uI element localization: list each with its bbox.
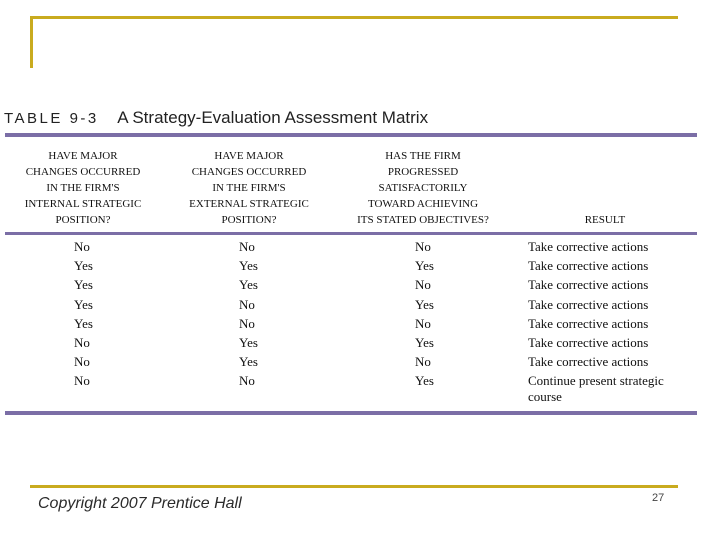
cell-internal: No: [74, 373, 90, 389]
table-bottom-rule: [5, 411, 697, 415]
cell-result: Take corrective actions: [528, 258, 649, 274]
header-result: RESULT: [584, 214, 626, 226]
table-row: [0, 373, 700, 407]
cell-progress: Yes: [415, 296, 434, 312]
cell-progress: Yes: [415, 258, 434, 274]
cell-internal: Yes: [74, 296, 93, 312]
cell-external: No: [239, 296, 255, 312]
cell-result: Take corrective actions: [528, 334, 649, 350]
cell-external: No: [239, 373, 255, 389]
cell-external: Yes: [239, 277, 258, 293]
cell-result: Take corrective actions: [528, 354, 649, 370]
cell-progress: No: [415, 315, 431, 331]
table-title: [4, 108, 428, 128]
cell-internal: Yes: [74, 258, 93, 274]
table-row: [0, 297, 700, 316]
table-row: [0, 277, 700, 296]
copyright-text: Copyright 2007 Prentice Hall: [38, 495, 242, 512]
cell-result: Take corrective actions: [528, 315, 649, 331]
cell-external: Yes: [239, 258, 258, 274]
cell-external: Yes: [239, 334, 258, 350]
slide-left-border: [30, 16, 33, 68]
table-top-rule: [5, 133, 697, 137]
cell-internal: No: [74, 239, 90, 254]
cell-result: Take corrective actions: [528, 296, 649, 312]
table-row: [0, 239, 700, 258]
cell-result: Take corrective actions: [528, 277, 649, 293]
header-external-changes: HAVE MAJOR CHANGES OCCURRED IN THE FIRM'S EXTERNAL STRATEGIC POSITION?: [189, 150, 309, 226]
header-progress: HAS THE FIRM PROGRESSED SATISFACTORILY TOWARD ACHIEVING ITS STATED OBJECTIVES?: [357, 150, 489, 226]
cell-progress: No: [415, 239, 431, 254]
cell-progress: Yes: [415, 373, 434, 389]
table-row: [0, 258, 700, 277]
cell-progress: No: [415, 277, 431, 293]
cell-internal: Yes: [74, 277, 93, 293]
table-row: [0, 316, 700, 335]
header-internal-changes: HAVE MAJOR CHANGES OCCURRED IN THE FIRM'S INTERNAL STRATEGIC POSITION?: [24, 150, 142, 226]
cell-result: Continue present strategic course: [528, 373, 664, 405]
cell-progress: No: [415, 354, 431, 370]
cell-external: No: [239, 239, 255, 254]
cell-result: Take corrective actions: [528, 239, 649, 254]
table-header-rule: [5, 232, 697, 235]
cell-internal: No: [74, 354, 90, 370]
cell-external: Yes: [239, 354, 258, 370]
cell-external: No: [239, 315, 255, 331]
table-caption: A Strategy-Evaluation Assessment Matrix: [117, 108, 429, 127]
page-number: 27: [652, 492, 665, 504]
cell-progress: Yes: [415, 334, 434, 350]
cell-internal: Yes: [74, 315, 93, 331]
table-label: TABLE 9-3: [4, 110, 99, 127]
table-row: [0, 335, 700, 354]
table-body: [0, 239, 700, 407]
slide-top-border: [30, 16, 678, 19]
cell-internal: No: [74, 334, 90, 350]
footer-rule: [30, 485, 678, 488]
table-row: [0, 354, 700, 373]
